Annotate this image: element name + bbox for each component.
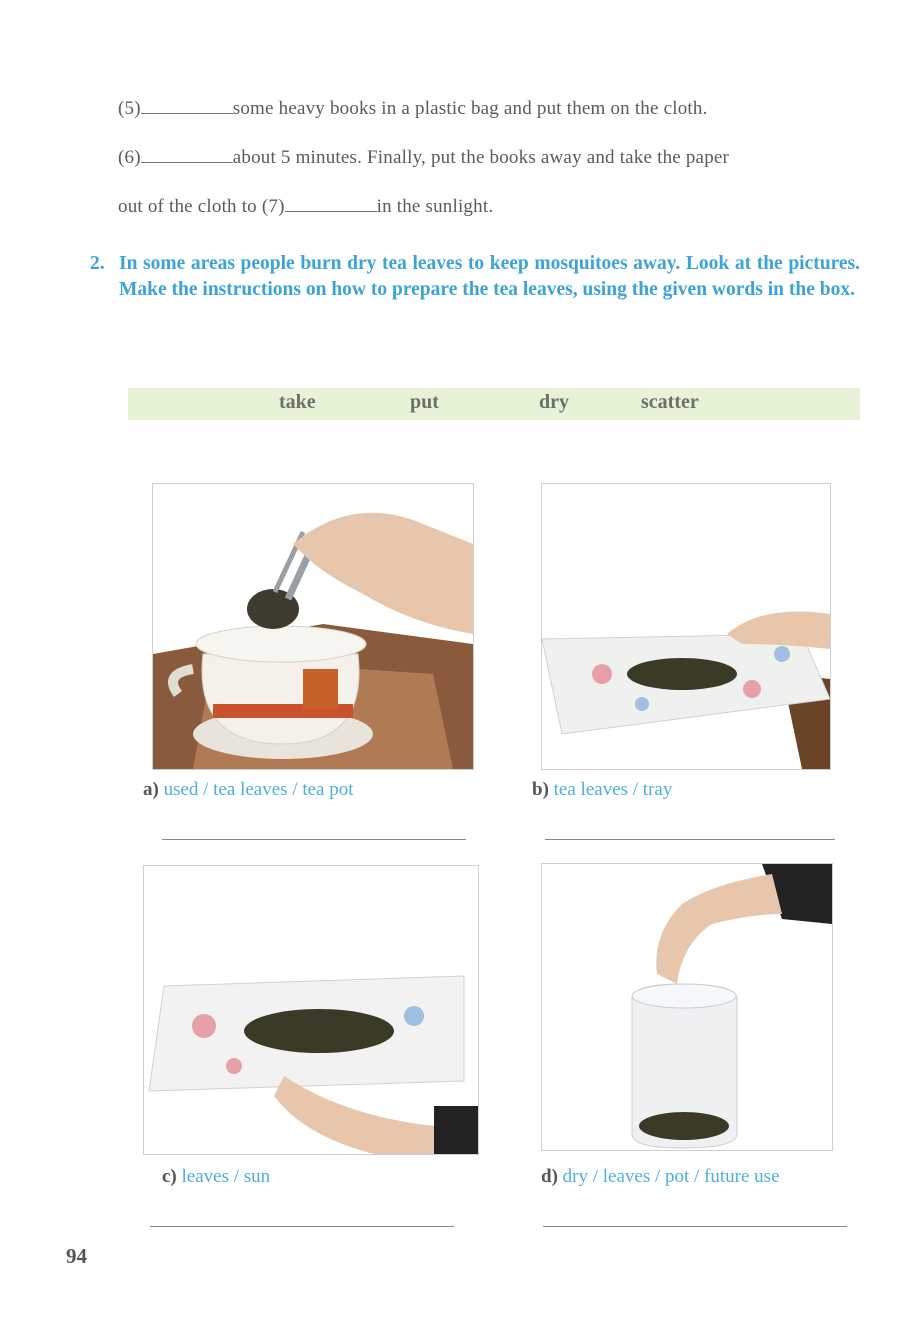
caption-b	[532, 779, 672, 801]
line-text: in the sunlight.	[376, 196, 494, 217]
photo-d-jar	[541, 863, 833, 1151]
photo-c-tray-sun	[143, 865, 479, 1155]
task-text: In some areas people burn dry tea leaves to keep mosquitoes away. Look at the pictures. Make the instructions on how to prepare the tea leaves, using the given words in the box.	[119, 253, 860, 300]
word-dry: dry	[539, 391, 569, 413]
exercise-line-5	[118, 98, 708, 120]
answer-blank[interactable]	[141, 99, 233, 114]
exercise-line-7	[118, 196, 493, 218]
line-text: some heavy books in a plastic bag and put them on the cloth.	[232, 98, 708, 119]
answer-line-a[interactable]	[162, 839, 466, 840]
word-take: take	[279, 391, 316, 413]
answer-line-c[interactable]	[150, 1226, 454, 1227]
task-2-instruction	[90, 251, 860, 303]
blank-number: (5)	[118, 98, 141, 119]
caption-hint: dry / leaves / pot / future use	[562, 1166, 780, 1187]
caption-a	[143, 779, 354, 801]
caption-hint: tea leaves / tray	[553, 779, 673, 800]
caption-c	[162, 1166, 270, 1188]
answer-line-b[interactable]	[545, 839, 835, 840]
blank-number: (6)	[118, 147, 141, 168]
word-box	[128, 388, 860, 420]
line-text: out of the cloth to (7)	[118, 196, 285, 217]
task-number: 2.	[90, 253, 105, 274]
caption-label: c)	[162, 1166, 177, 1187]
caption-label: d)	[541, 1166, 558, 1187]
answer-blank[interactable]	[285, 197, 377, 212]
caption-label: b)	[532, 779, 549, 800]
answer-line-d[interactable]	[543, 1226, 847, 1227]
word-put: put	[410, 391, 439, 413]
caption-d	[541, 1166, 780, 1188]
caption-label: a)	[143, 779, 159, 800]
exercise-line-6	[118, 147, 729, 169]
caption-hint: used / tea leaves / tea pot	[163, 779, 354, 800]
photo-b-tray	[541, 483, 831, 770]
page-number: 94	[66, 1244, 87, 1268]
word-scatter: scatter	[641, 391, 699, 413]
photo-a-teapot	[152, 483, 474, 770]
line-text: about 5 minutes. Finally, put the books away and take the paper	[232, 147, 730, 168]
answer-blank[interactable]	[141, 148, 233, 163]
caption-hint: leaves / sun	[181, 1166, 271, 1187]
